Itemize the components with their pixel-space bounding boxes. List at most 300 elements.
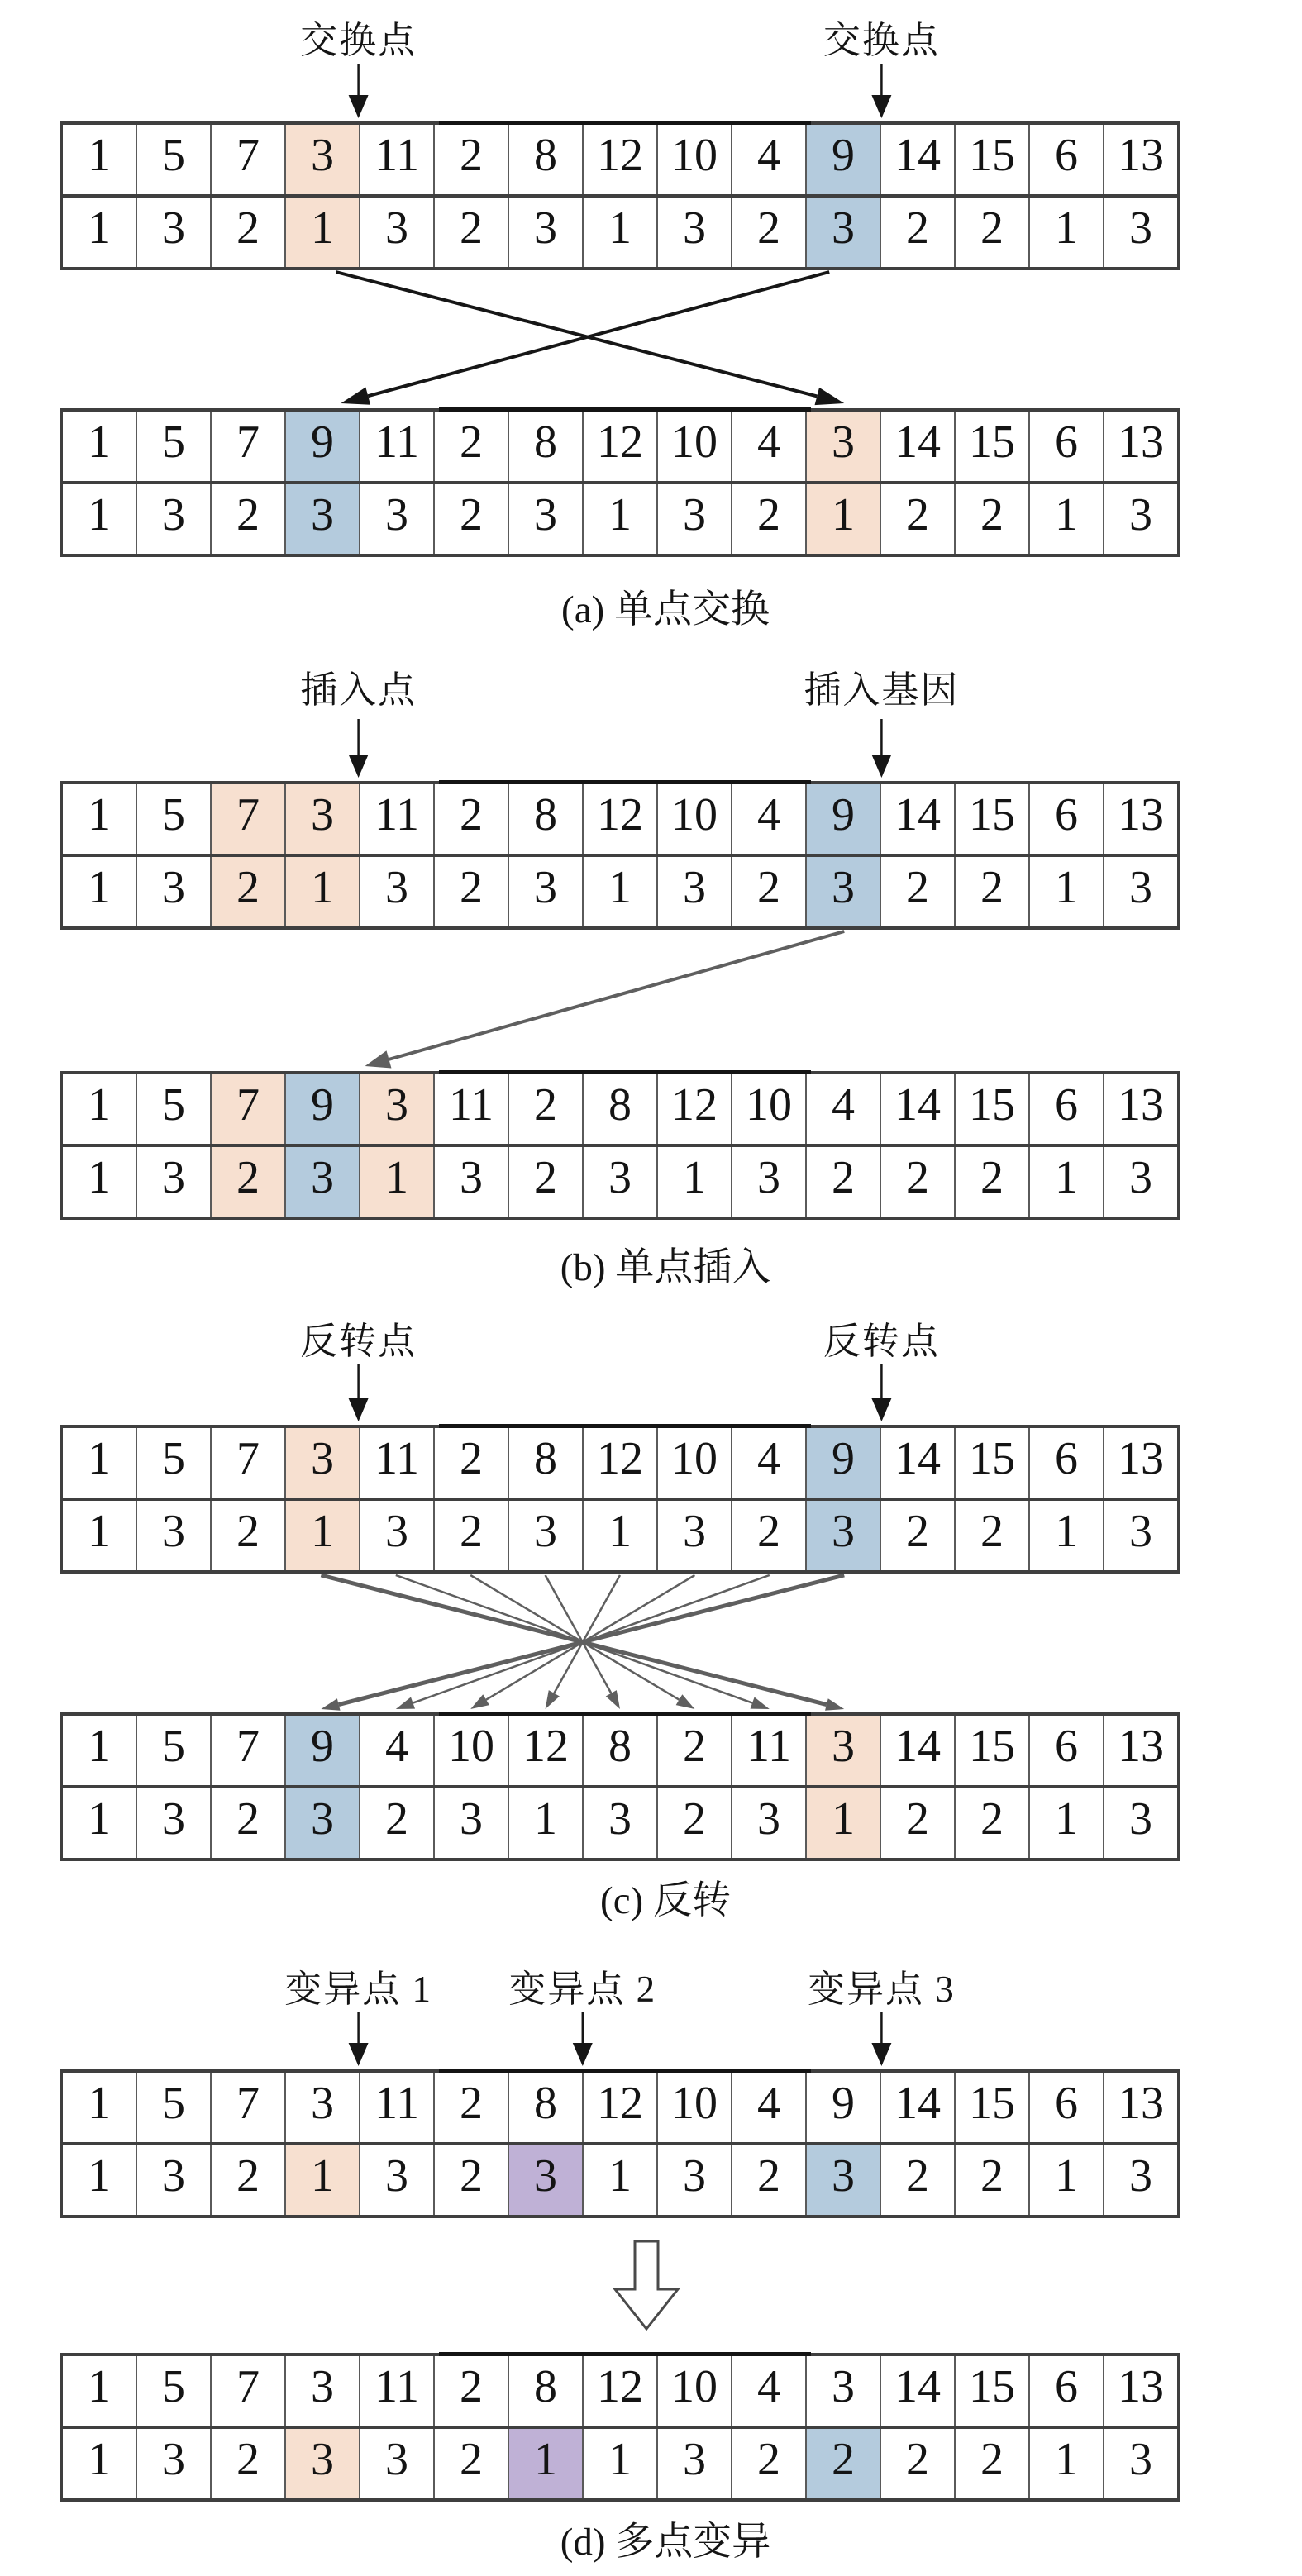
- gene-cell: 2: [880, 484, 954, 554]
- pointer-arrow-head-icon: [573, 2043, 593, 2066]
- chromosome-table: [60, 121, 1180, 270]
- gene-cell: 1: [88, 2078, 111, 2129]
- gene-cell: 15: [954, 125, 1028, 194]
- gene-cell: 1: [805, 484, 880, 554]
- gene-cell: 1: [1028, 857, 1103, 926]
- gene-cell: 12: [508, 1716, 582, 1785]
- job-sequence-row: [63, 784, 1177, 854]
- swap-arrow-line: [336, 272, 817, 396]
- gene-cell: 1: [284, 1501, 359, 1570]
- gene-cell: 7: [210, 784, 284, 854]
- pointer-arrow-head-icon: [349, 95, 369, 118]
- gene-cell: 3: [805, 1716, 880, 1785]
- insert-arrow-head-icon: [365, 1050, 392, 1068]
- gene-cell: 1: [88, 789, 111, 840]
- gene-cell: 1: [1028, 1147, 1103, 1217]
- gene-cell: 6: [1028, 784, 1103, 854]
- gene-cell: 15: [954, 412, 1028, 481]
- gene-cell: 1: [88, 1721, 111, 1772]
- gene-cell: 3: [1103, 2145, 1177, 2215]
- reverse-fan-arrow-head-icon: [751, 1697, 770, 1709]
- gene-cell: 6: [1028, 1716, 1103, 1785]
- gene-cell: 4: [731, 125, 805, 194]
- gene-cell: 2: [805, 2429, 880, 2498]
- gene-cell: 3: [359, 2145, 433, 2215]
- gene-cell: 6: [1028, 125, 1103, 194]
- gene-cell: 2: [880, 2429, 954, 2498]
- gene-cell: 4: [731, 1428, 805, 1498]
- gene-cell: 3: [136, 1501, 210, 1570]
- gene-cell: 10: [656, 125, 731, 194]
- gene-cell: 2: [210, 1788, 284, 1858]
- gene-cell: 12: [582, 412, 656, 481]
- gene-cell: 10: [656, 2356, 731, 2426]
- gene-cell: 3: [359, 2429, 433, 2498]
- gene-cell: 2: [880, 1788, 954, 1858]
- gene-cell: 3: [284, 1147, 359, 1217]
- gene-cell: 3: [284, 1788, 359, 1858]
- gene-cell: 10: [433, 1716, 508, 1785]
- job-sequence-row: [63, 125, 1177, 194]
- gene-cell: 1: [284, 857, 359, 926]
- reverse-fan-arrow-head-icon: [676, 1694, 695, 1709]
- gene-cell: 3: [656, 1501, 731, 1570]
- gene-cell: 3: [359, 198, 433, 267]
- gene-cell: 11: [359, 2073, 433, 2142]
- pointer-label: 反转点: [823, 1321, 940, 1362]
- gene-cell: 1: [508, 1788, 582, 1858]
- gene-cell: 12: [582, 784, 656, 854]
- job-sequence-row: [63, 1428, 1177, 1498]
- machine-assignment-row: [63, 1144, 1177, 1217]
- gene-cell: 10: [656, 412, 731, 481]
- gene-cell: 3: [731, 1147, 805, 1217]
- gene-cell: 3: [1103, 1147, 1177, 1217]
- gene-cell: 2: [731, 484, 805, 554]
- machine-assignment-row: [63, 1785, 1177, 1858]
- gene-cell: 3: [1103, 1501, 1177, 1570]
- reverse-fan-arrow-line: [321, 1575, 826, 1705]
- gene-cell: 1: [88, 862, 111, 913]
- gene-cell: 8: [508, 784, 582, 854]
- table-top-accent: [439, 407, 811, 412]
- machine-assignment-row: [63, 2426, 1177, 2498]
- pointer-arrow-head-icon: [349, 1398, 369, 1421]
- gene-cell: 9: [284, 1074, 359, 1144]
- job-sequence-row: [63, 2356, 1177, 2426]
- gene-cell: 6: [1028, 1074, 1103, 1144]
- gene-cell: 9: [284, 1716, 359, 1785]
- pointer-label: 变异点 2: [508, 1969, 657, 2010]
- gene-cell: 8: [508, 1428, 582, 1498]
- gene-cell: 2: [954, 2429, 1028, 2498]
- gene-cell: 1: [582, 484, 656, 554]
- gene-cell: 2: [433, 1428, 508, 1498]
- gene-cell: 9: [805, 784, 880, 854]
- chromosome-table: [60, 781, 1180, 930]
- gene-cell: 13: [1103, 125, 1177, 194]
- gene-cell: 10: [656, 2073, 731, 2142]
- gene-cell: 1: [88, 489, 111, 540]
- machine-assignment-row: [63, 481, 1177, 554]
- gene-cell: 13: [1103, 784, 1177, 854]
- gene-cell: 13: [1103, 2356, 1177, 2426]
- gene-cell: 2: [433, 2145, 508, 2215]
- gene-cell: 7: [210, 1428, 284, 1498]
- gene-cell: 3: [284, 784, 359, 854]
- gene-cell: 3: [433, 1147, 508, 1217]
- gene-cell: 2: [210, 857, 284, 926]
- gene-cell: 2: [954, 1788, 1028, 1858]
- gene-cell: 3: [284, 125, 359, 194]
- gene-cell: 3: [1103, 484, 1177, 554]
- gene-cell: 6: [1028, 412, 1103, 481]
- reverse-fan-arrow-head-icon: [396, 1697, 415, 1709]
- reverse-fan-arrow-line: [546, 1575, 612, 1693]
- gene-cell: 7: [210, 1074, 284, 1144]
- gene-cell: 4: [731, 2073, 805, 2142]
- chromosome-table: [60, 1071, 1180, 1220]
- gene-cell: 3: [805, 2145, 880, 2215]
- gene-cell: 2: [954, 1501, 1028, 1570]
- machine-assignment-row: [63, 1498, 1177, 1570]
- gene-cell: 3: [508, 2145, 582, 2215]
- gene-cell: 2: [508, 1147, 582, 1217]
- gene-cell: 1: [1028, 2429, 1103, 2498]
- gene-cell: 9: [284, 412, 359, 481]
- mutation-block-arrow-icon: [615, 2241, 678, 2329]
- gene-cell: 6: [1028, 1428, 1103, 1498]
- chromosome-table: [60, 408, 1180, 557]
- gene-cell: 1: [88, 417, 111, 468]
- gene-cell: 14: [880, 1428, 954, 1498]
- gene-cell: 15: [954, 1074, 1028, 1144]
- gene-cell: 1: [582, 1501, 656, 1570]
- gene-cell: 4: [359, 1716, 433, 1785]
- gene-cell: 4: [731, 412, 805, 481]
- gene-cell: 3: [582, 1147, 656, 1217]
- gene-cell: 2: [433, 412, 508, 481]
- pointer-label: 交换点: [823, 20, 940, 61]
- gene-cell: 3: [508, 198, 582, 267]
- gene-cell: 2: [880, 1501, 954, 1570]
- gene-cell: 3: [359, 484, 433, 554]
- gene-cell: 12: [656, 1074, 731, 1144]
- gene-cell: 2: [954, 484, 1028, 554]
- reverse-fan-arrow-head-icon: [825, 1698, 844, 1711]
- gene-cell: 1: [508, 2429, 582, 2498]
- gene-cell: 2: [433, 484, 508, 554]
- gene-cell: 9: [805, 2073, 880, 2142]
- gene-cell: 5: [136, 412, 210, 481]
- gene-cell: 8: [582, 1716, 656, 1785]
- gene-cell: 1: [88, 2434, 111, 2485]
- gene-cell: 3: [359, 1501, 433, 1570]
- gene-cell: 1: [88, 1433, 111, 1484]
- gene-cell: 3: [359, 857, 433, 926]
- gene-cell: 2: [433, 125, 508, 194]
- gene-cell: 14: [880, 2073, 954, 2142]
- gene-cell: 3: [136, 2145, 210, 2215]
- gene-cell: 11: [359, 125, 433, 194]
- gene-cell: 1: [582, 2429, 656, 2498]
- gene-cell: 7: [210, 1716, 284, 1785]
- pointer-arrow-head-icon: [871, 2043, 891, 2066]
- gene-cell: 3: [656, 484, 731, 554]
- pointer-arrow-head-icon: [349, 2043, 369, 2066]
- gene-cell: 15: [954, 784, 1028, 854]
- gene-cell: 3: [1103, 1788, 1177, 1858]
- gene-cell: 2: [731, 2429, 805, 2498]
- gene-cell: 2: [731, 2145, 805, 2215]
- gene-cell: 2: [433, 1501, 508, 1570]
- gene-cell: 12: [582, 125, 656, 194]
- gene-cell: 12: [582, 2356, 656, 2426]
- chromosome-table: [60, 1425, 1180, 1574]
- gene-cell: 11: [359, 412, 433, 481]
- gene-cell: 10: [731, 1074, 805, 1144]
- table-top-accent: [439, 1712, 811, 1716]
- gene-cell: 3: [136, 484, 210, 554]
- gene-cell: 8: [508, 125, 582, 194]
- gene-cell: 13: [1103, 412, 1177, 481]
- gene-cell: 3: [656, 857, 731, 926]
- gene-cell: 2: [433, 2356, 508, 2426]
- gene-cell: 1: [582, 857, 656, 926]
- gene-cell: 5: [136, 1716, 210, 1785]
- gene-cell: 3: [805, 1501, 880, 1570]
- gene-cell: 3: [1103, 2429, 1177, 2498]
- gene-cell: 3: [805, 412, 880, 481]
- gene-cell: 12: [582, 1428, 656, 1498]
- gene-cell: 1: [1028, 484, 1103, 554]
- gene-cell: 2: [954, 857, 1028, 926]
- gene-cell: 3: [359, 1074, 433, 1144]
- gene-cell: 3: [284, 484, 359, 554]
- pointer-label: 插入基因: [804, 669, 960, 711]
- gene-cell: 3: [136, 1147, 210, 1217]
- gene-cell: 5: [136, 125, 210, 194]
- gene-cell: 2: [656, 1788, 731, 1858]
- gene-cell: 3: [136, 198, 210, 267]
- gene-cell: 8: [582, 1074, 656, 1144]
- gene-cell: 3: [508, 1501, 582, 1570]
- gene-cell: 1: [656, 1147, 731, 1217]
- pointer-label: 插入点: [300, 669, 417, 711]
- gene-cell: 2: [508, 1074, 582, 1144]
- gene-cell: 2: [656, 1716, 731, 1785]
- gene-cell: 1: [88, 1152, 111, 1203]
- gene-cell: 3: [805, 198, 880, 267]
- reverse-fan-arrow-head-icon: [606, 1690, 620, 1709]
- gene-cell: 5: [136, 1428, 210, 1498]
- gene-cell: 3: [508, 857, 582, 926]
- gene-cell: 3: [1103, 857, 1177, 926]
- gene-cell: 2: [805, 1147, 880, 1217]
- gene-cell: 15: [954, 2073, 1028, 2142]
- gene-cell: 3: [136, 2429, 210, 2498]
- gene-cell: 2: [359, 1788, 433, 1858]
- gene-cell: 5: [136, 784, 210, 854]
- gene-cell: 11: [359, 1428, 433, 1498]
- table-top-accent: [439, 780, 811, 784]
- gene-cell: 15: [954, 1716, 1028, 1785]
- table-top-accent: [439, 2069, 811, 2073]
- gene-cell: 2: [210, 2145, 284, 2215]
- gene-cell: 6: [1028, 2073, 1103, 2142]
- gene-cell: 14: [880, 125, 954, 194]
- reverse-fan-arrow-head-icon: [321, 1698, 340, 1711]
- gene-cell: 7: [210, 2356, 284, 2426]
- gene-cell: 3: [433, 1788, 508, 1858]
- gene-cell: 1: [805, 1788, 880, 1858]
- gene-cell: 15: [954, 2356, 1028, 2426]
- gene-cell: 1: [88, 2150, 111, 2202]
- gene-cell: 2: [433, 784, 508, 854]
- gene-cell: 3: [805, 857, 880, 926]
- gene-cell: 3: [1103, 198, 1177, 267]
- gene-cell: 12: [582, 2073, 656, 2142]
- gene-cell: 2: [880, 198, 954, 267]
- job-sequence-row: [63, 412, 1177, 481]
- gene-cell: 2: [210, 1501, 284, 1570]
- gene-cell: 2: [880, 857, 954, 926]
- chromosome-table: [60, 2069, 1180, 2218]
- gene-cell: 3: [731, 1788, 805, 1858]
- section-caption: (b) 单点插入: [560, 1246, 771, 1289]
- gene-cell: 11: [731, 1716, 805, 1785]
- gene-cell: 13: [1103, 1428, 1177, 1498]
- gene-cell: 14: [880, 2356, 954, 2426]
- reverse-fan-arrow-line: [413, 1575, 770, 1703]
- gene-cell: 2: [433, 857, 508, 926]
- gene-cell: 3: [284, 2073, 359, 2142]
- chromosome-table: [60, 2353, 1180, 2502]
- gene-cell: 3: [508, 484, 582, 554]
- gene-cell: 1: [88, 130, 111, 181]
- gene-cell: 5: [136, 2073, 210, 2142]
- gene-cell: 1: [88, 202, 111, 254]
- gene-cell: 3: [656, 2429, 731, 2498]
- pointer-arrow-head-icon: [871, 95, 891, 118]
- gene-cell: 3: [656, 2145, 731, 2215]
- gene-cell: 2: [210, 1147, 284, 1217]
- pointer-arrow-head-icon: [871, 1398, 891, 1421]
- gene-cell: 1: [88, 2361, 111, 2412]
- gene-cell: 14: [880, 784, 954, 854]
- gene-cell: 3: [582, 1788, 656, 1858]
- gene-cell: 14: [880, 1716, 954, 1785]
- gene-cell: 3: [805, 2356, 880, 2426]
- gene-cell: 4: [731, 784, 805, 854]
- swap-arrow-head-icon: [341, 388, 370, 405]
- gene-cell: 2: [210, 2429, 284, 2498]
- gene-cell: 4: [805, 1074, 880, 1144]
- section-caption: (c) 反转: [600, 1879, 731, 1922]
- gene-cell: 2: [433, 2073, 508, 2142]
- gene-cell: 1: [1028, 2145, 1103, 2215]
- table-top-accent: [439, 121, 811, 125]
- swap-arrow-line: [368, 272, 829, 396]
- gene-cell: 13: [1103, 1074, 1177, 1144]
- gene-cell: 3: [284, 2429, 359, 2498]
- gene-cell: 10: [656, 1428, 731, 1498]
- gene-cell: 9: [805, 1428, 880, 1498]
- job-sequence-row: [63, 1716, 1177, 1785]
- job-sequence-row: [63, 1074, 1177, 1144]
- gene-cell: 3: [136, 857, 210, 926]
- gene-cell: 2: [433, 2429, 508, 2498]
- gene-cell: 15: [954, 1428, 1028, 1498]
- gene-cell: 2: [210, 198, 284, 267]
- gene-cell: 7: [210, 412, 284, 481]
- gene-cell: 6: [1028, 2356, 1103, 2426]
- pointer-arrow-head-icon: [349, 755, 369, 778]
- gene-cell: 1: [1028, 1788, 1103, 1858]
- gene-cell: 14: [880, 1074, 954, 1144]
- swap-arrow-head-icon: [815, 388, 845, 405]
- gene-cell: 1: [88, 1079, 111, 1131]
- reverse-fan-arrow-line: [470, 1575, 679, 1700]
- reverse-fan-arrow-line: [554, 1575, 620, 1693]
- gene-cell: 8: [508, 412, 582, 481]
- gene-cell: 13: [1103, 1716, 1177, 1785]
- gene-cell: 14: [880, 412, 954, 481]
- pointer-label: 交换点: [300, 20, 417, 61]
- gene-cell: 5: [136, 2356, 210, 2426]
- gene-cell: 1: [88, 1506, 111, 1557]
- gene-cell: 2: [731, 198, 805, 267]
- gene-cell: 3: [284, 1428, 359, 1498]
- gene-cell: 10: [656, 784, 731, 854]
- gene-cell: 3: [136, 1788, 210, 1858]
- gene-cell: 2: [954, 198, 1028, 267]
- gene-cell: 2: [731, 857, 805, 926]
- gene-cell: 8: [508, 2073, 582, 2142]
- table-top-accent: [439, 1070, 811, 1074]
- gene-cell: 1: [88, 1793, 111, 1845]
- gene-cell: 13: [1103, 2073, 1177, 2142]
- insert-arrow-line: [389, 931, 844, 1059]
- job-sequence-row: [63, 2073, 1177, 2142]
- gene-cell: 3: [656, 198, 731, 267]
- gene-cell: 1: [1028, 1501, 1103, 1570]
- gene-cell: 11: [359, 2356, 433, 2426]
- gene-cell: 2: [731, 1501, 805, 1570]
- section-caption: (a) 单点交换: [561, 588, 770, 631]
- gene-cell: 3: [284, 2356, 359, 2426]
- gene-cell: 2: [210, 484, 284, 554]
- gene-cell: 1: [284, 2145, 359, 2215]
- gene-cell: 1: [284, 198, 359, 267]
- gene-cell: 5: [136, 1074, 210, 1144]
- pointer-arrow-head-icon: [871, 755, 891, 778]
- gene-cell: 7: [210, 2073, 284, 2142]
- table-top-accent: [439, 1424, 811, 1428]
- table-top-accent: [439, 2352, 811, 2356]
- gene-cell: 9: [805, 125, 880, 194]
- reverse-fan-arrow-head-icon: [546, 1690, 560, 1709]
- pointer-label: 变异点 1: [284, 1969, 432, 2010]
- section-caption: (d) 多点变异: [560, 2521, 771, 2564]
- gene-cell: 1: [359, 1147, 433, 1217]
- gene-cell: 1: [1028, 198, 1103, 267]
- pointer-label: 反转点: [300, 1321, 417, 1362]
- gene-cell: 7: [210, 125, 284, 194]
- gene-cell: 2: [880, 2145, 954, 2215]
- pointer-label: 变异点 3: [808, 1969, 956, 2010]
- reverse-fan-arrow-line: [396, 1575, 752, 1703]
